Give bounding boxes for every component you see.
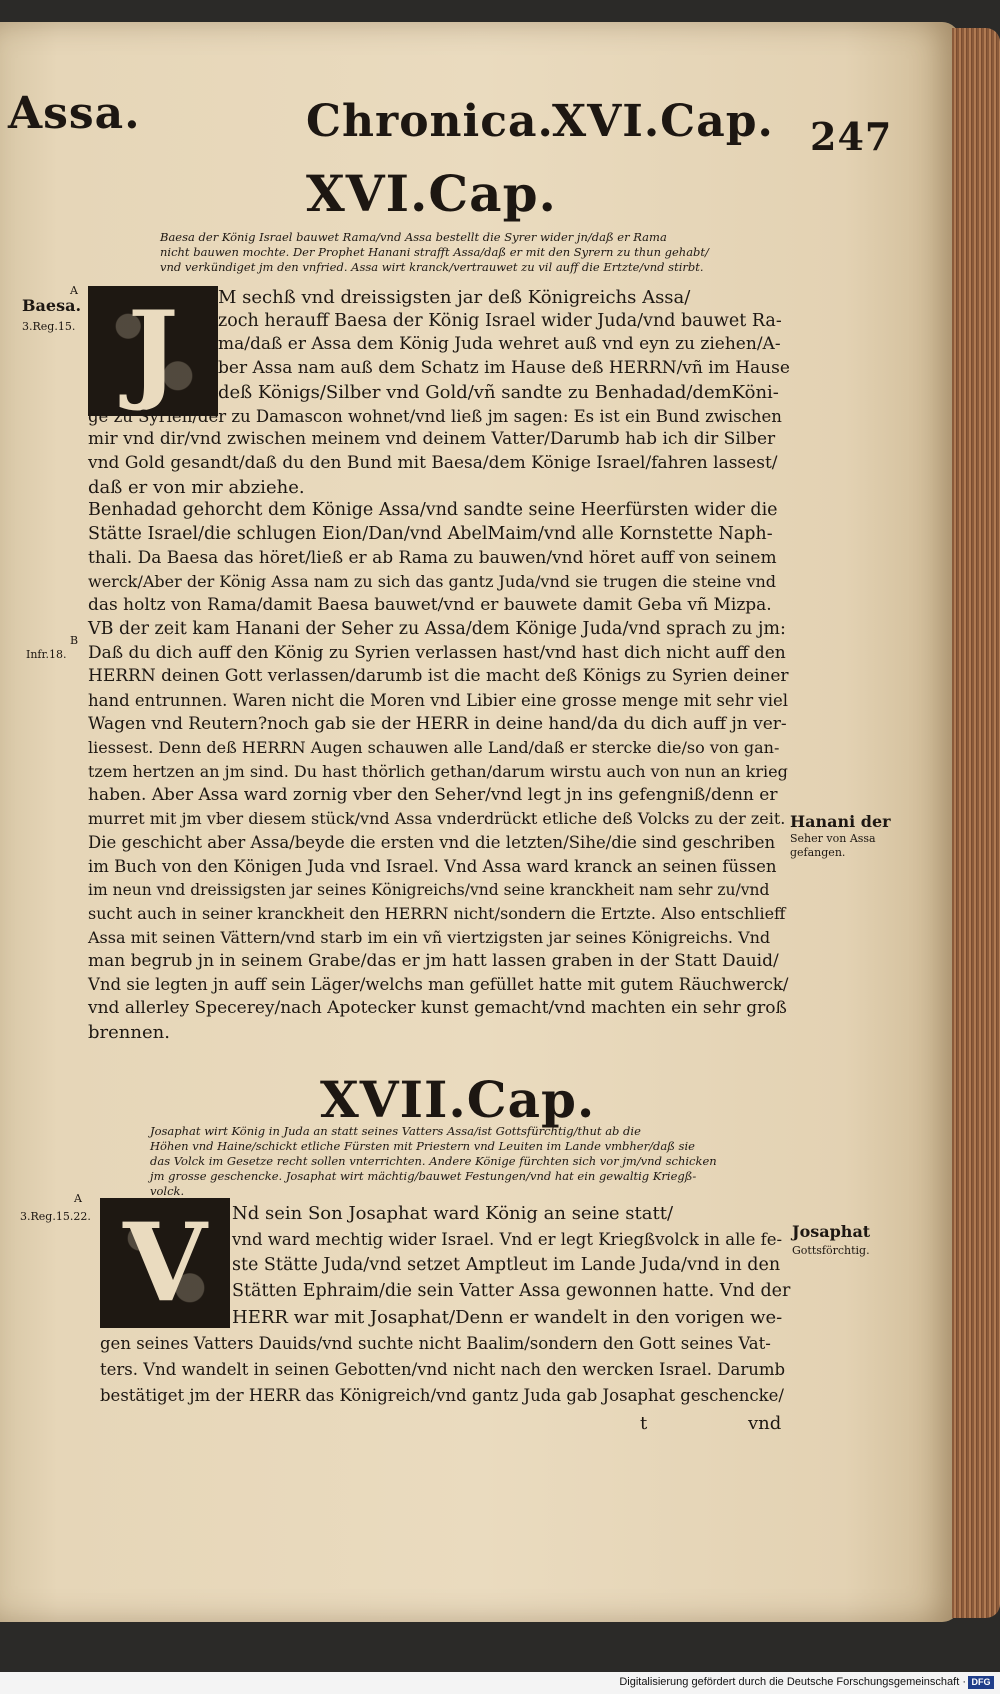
body-line: Nd sein Son Josaphat ward König an seine statt/ [232,1203,674,1224]
margin-letter-a1: A [70,284,78,297]
header-left: Assa. [8,88,141,139]
body-line: gen seines Vatters Dauids/vnd suchte nicht Baalim/sondern den Gott seines Vat- [100,1334,771,1353]
body-line: deß Königs/Silber vnd Gold/vñ sandte zu Benhadad/demKöni- [218,381,779,403]
body-line: vnd ward mechtig wider Israel. Vnd er legt Kriegßvolck in alle fe- [232,1230,783,1249]
dfg-logo: DFG [968,1676,994,1689]
chapter-16-summary-3: vnd verkündiget jm den vnfried. Assa wirt kranck/vertrauwet zu vil auff die Ertzte/vnd stirbt. [160,260,704,274]
body-line: Die geschicht aber Assa/beyde die ersten vnd die letzten/Sihe/die sind geschriben [88,833,776,853]
chapter-17-summary-5: volck. [150,1184,185,1198]
body-line: ge zu Syrien/der zu Damascon wohnet/vnd ließ jm sagen: Es ist ein Bund zwischen [88,406,782,426]
body-line: das holtz von Rama/damit Baesa bauwet/vnd er bauwete damit Geba vñ Mizpa. [88,595,772,616]
body-line: ber Assa nam auß dem Schatz im Hause deß HERRN/vñ im Hause [218,358,790,379]
body-line: murret mit jm vber diesem stück/vnd Assa vnderdrückt etliche deß Volcks zu der zeit. [88,809,786,829]
body-line: tzem hertzen an jm sind. Du hast thörlich gethan/darum wirstu auch von nun an krieg [88,762,788,781]
body-line: hand entrunnen. Waren nicht die Moren vnd Libier eine grosse menge mit sehr viel [88,690,789,710]
body-line: zoch herauff Baesa der König Israel wider Juda/vnd bauwet Ra- [218,310,782,331]
margin-letter-b: B [70,634,79,647]
margin-letter-a2: A [74,1192,82,1205]
body-line: vnd Gold gesandt/daß du den Bund mit Baesa/dem Könige Israel/fahren lassest/ [88,452,778,473]
body-line: mir vnd dir/vnd zwischen meinem vnd deinem Vatter/Darumb hab ich dir Silber [88,429,776,450]
header-chapter: XVI.Cap. [552,96,774,147]
margin-ref-3reg1522: 3.Reg.15.22. [20,1210,91,1223]
body-line: im Buch von den Königen Juda vnd Israel. Vnd Assa ward kranck an seinen füssen [88,856,777,876]
margin-hanani-title: Hanani der [790,812,891,831]
chapter-17-title: XVII.Cap. [320,1070,596,1129]
page-number: 247 [810,114,893,159]
chapter-17-summary-2: Höhen vnd Haine/schickt etliche Fürsten mit Priestern vnd Leuiten im Lande vmbher/daß sie [150,1139,695,1153]
footer-credit: Digitalisierung gefördert durch die Deutsche Forschungsgemeinschaft · [619,1676,966,1688]
chapter-16-summary-1: Baesa der König Israel bauwet Rama/vnd Assa bestellt die Syrer wider jn/daß er Rama [160,230,667,244]
body-line: haben. Aber Assa ward zornig vber den Seher/vnd legt jn ins gefengniß/denn er [88,784,778,805]
body-line: Stätten Ephraim/die sein Vatter Assa gewonnen hatte. Vnd der [232,1281,791,1301]
body-line: VB der zeit kam Hanani der Seher zu Assa/dem Könige Juda/vnd sprach zu jm: [88,618,786,639]
chapter-16-summary-2: nicht bauwen mochte. Der Prophet Hanani strafft Assa/daß er mit den Syrern zu thun gehabt/ [160,245,709,259]
header-center: Chronica. [306,96,554,147]
body-line: liessest. Denn deß HERRN Augen schauwen alle Land/daß er stercke die/so von gan- [88,738,780,758]
body-line: M sechß vnd dreissigsten jar deß Königreichs Assa/ [218,287,691,308]
body-line: werck/Aber der König Assa nam zu sich das gantz Juda/vnd sie trugen die steine vnd [88,572,777,592]
margin-hanani-sub-1: Seher von Assa [790,832,876,845]
footer-bar [0,1672,1000,1694]
body-line: bestätiget jm der HERR das Königreich/vnd gantz Juda gab Josaphat geschencke/ [100,1386,784,1405]
chapter-16-title: XVI.Cap. [306,164,557,223]
body-line: Benhadad gehorcht dem Könige Assa/vnd sandte seine Heerfürsten wider die [88,500,778,521]
body-line: ters. Vnd wandelt in seinen Gebotten/vnd nicht nach den wercken Israel. Darumb [100,1360,786,1379]
chapter-17-summary-1: Josaphat wirt König in Juda an statt seines Vatters Assa/ist Gottsfürchtig/thut ab die [150,1124,641,1138]
body-line: HERR war mit Josaphat/Denn er wandelt in den vorigen we- [232,1307,783,1328]
margin-josaphat-sub: Gottsförchtig. [792,1244,870,1257]
margin-hanani-sub-2: gefangen. [790,846,846,859]
chapter-16-dropcap: J [88,286,218,416]
body-line: im neun vnd dreissigsten jar seines Königreichs/vnd seine kranckheit nam sehr zu/vnd [88,880,770,899]
body-line: Vnd sie legten jn auff sein Läger/welchs man gefüllet hatte mit gutem Räuchwerck/ [88,975,789,995]
chapter-17-summary-3: das Volck im Gesetze recht sollen vnterrichten. Andere Könige fürchten sich vor jm/vnd schicken [150,1154,717,1168]
body-line: vnd allerley Specerey/nach Apotecker kunst gemacht/vnd machten ein sehr groß [88,998,787,1018]
margin-ref-3reg15: 3.Reg.15. [22,320,76,333]
margin-baesa: Baesa. [22,296,82,315]
body-line: thali. Da Baesa das höret/ließ er ab Rama zu bauwen/vnd höret auff von seinem [88,547,777,568]
body-line: ste Stätte Juda/vnd setzet Amptleut im Lande Juda/vnd in den [232,1255,781,1275]
margin-ref-infr18: Infr.18. [26,648,67,661]
body-line: Assa mit seinen Vättern/vnd starb im ein vñ viertzigsten jar seines Königreichs. Vnd [88,927,771,947]
body-line: man begrub jn in seinem Grabe/das er jm hatt lassen graben in der Statt Dauid/ [88,950,779,971]
body-line: Daß du dich auff den König zu Syrien verlassen hast/vnd hast dich nicht auff den [88,642,786,663]
chapter-17-summary-4: jm grosse geschencke. Josaphat wirt mächtig/bauwet Festungen/vnd hat ein gewaltig Kriegß- [150,1169,697,1183]
body-line: ma/daß er Assa dem König Juda wehret auß vnd eyn zu ziehen/A- [218,334,781,355]
body-line: Wagen vnd Reutern?noch gab sie der HERR in deine hand/da du dich auff jn ver- [88,713,787,734]
chapter-17-dropcap: V [100,1198,230,1328]
body-line: brennen. [88,1021,170,1043]
body-line: sucht auch in seiner kranckheit den HERRN nicht/sondern die Ertzte. Also entschlieff [88,904,786,924]
body-line: daß er von mir abziehe. [88,476,305,498]
margin-josaphat-title: Josaphat [792,1222,871,1241]
signature-mark: t [640,1413,648,1434]
body-line: Stätte Israel/die schlugen Eion/Dan/vnd AbelMaim/vnd alle Kornstette Naph- [88,524,773,544]
page-edges [952,28,1000,1618]
catchword: vnd [748,1413,782,1434]
body-line: HERRN deinen Gott verlassen/darumb ist die macht deß Königs zu Syrien deiner [88,666,789,687]
